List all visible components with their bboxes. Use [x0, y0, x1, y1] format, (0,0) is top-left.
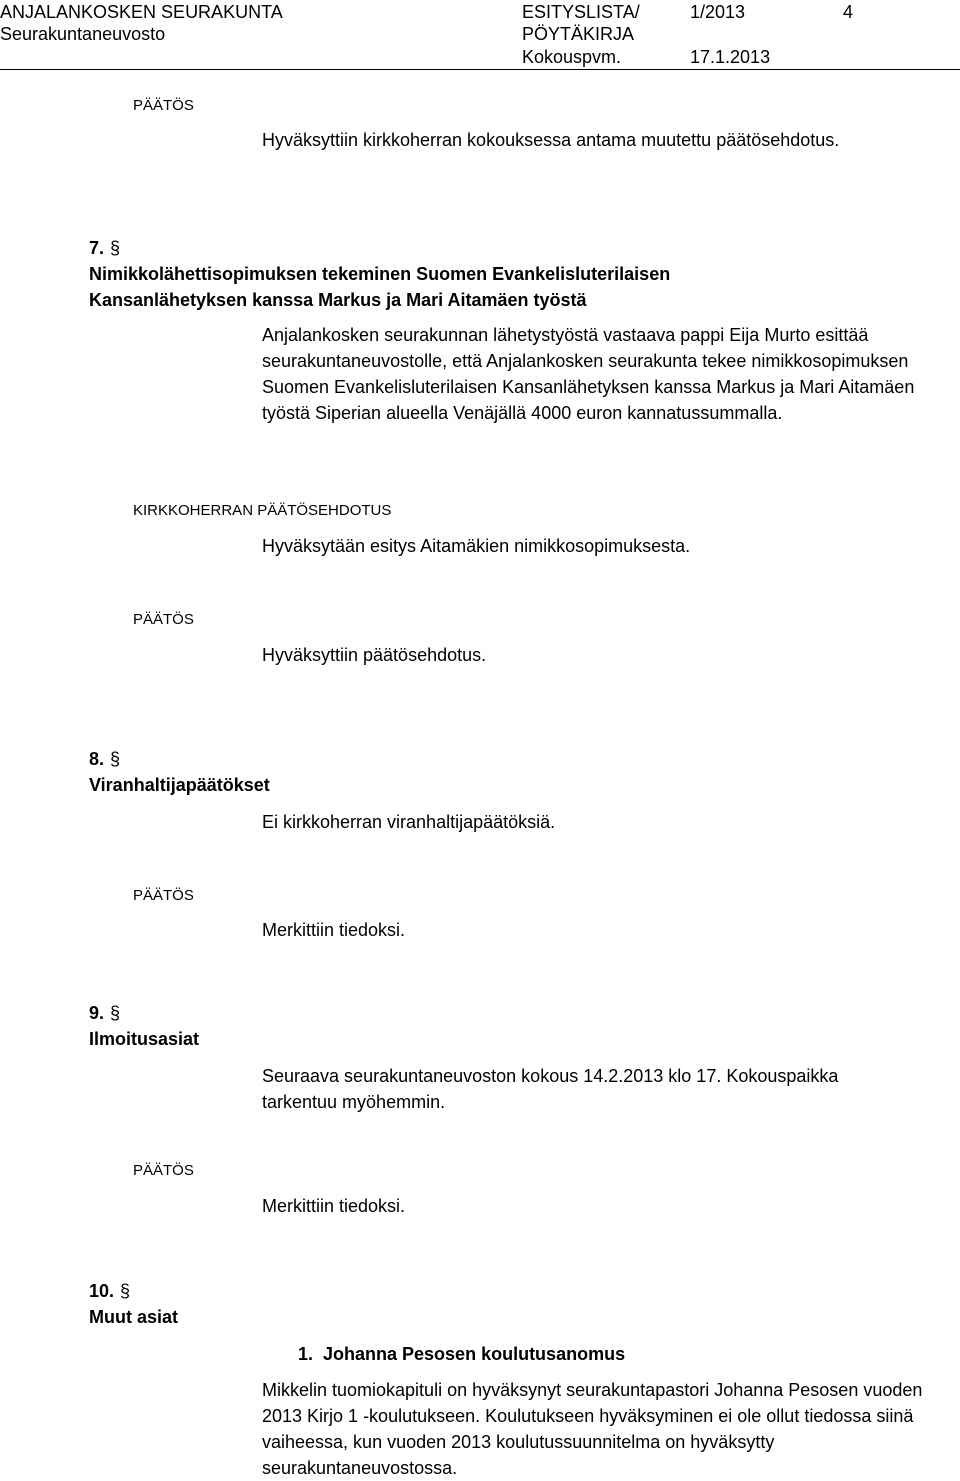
section-10-title: Muut asiat	[89, 1307, 179, 1327]
intro-decision-label: PÄÄTÖS	[133, 97, 194, 114]
section-7-title-line2: Kansanlähetyksen kanssa Markus ja Mari Aitamäen työstä	[89, 290, 587, 310]
section-9-number	[89, 1000, 120, 1026]
section-9-title: Ilmoitusasiat	[89, 1029, 200, 1049]
section-7-number	[89, 235, 120, 261]
section-mark: §	[110, 238, 121, 258]
org-name: ANJALANKOSKEN SEURAKUNTA	[0, 2, 283, 22]
section-7-proposal-text: Hyväksytään esitys Aitamäkien nimikkosopimuksesta.	[262, 536, 691, 556]
section-8-decision-label: PÄÄTÖS	[133, 887, 194, 904]
section-number-text: 10.	[89, 1281, 115, 1301]
section-8-decision-text: Merkittiin tiedoksi.	[262, 920, 406, 940]
section-mark: §	[110, 749, 121, 769]
meeting-number: 1/2013	[690, 2, 746, 22]
section-8-body: Ei kirkkoherran viranhaltijapäätöksiä.	[262, 812, 556, 832]
section-10-item-1-body: Mikkelin tuomiokapituli on hyväksynyt seurakuntapastori Johanna Pesosen vuoden 2013 Kirjo 1 -koulutukseen. Koulutukseen hyväksyminen ei ole ollut tiedossa siinä vaiheessa, kun vuoden 2013 koulutussuunnitelma on hyväksytty seurakuntaneuvostossa.	[262, 1380, 923, 1478]
section-10-number	[89, 1278, 130, 1304]
section-mark: §	[110, 1003, 121, 1023]
section-8-number	[89, 746, 120, 772]
date-label: Kokouspvm.	[522, 47, 622, 67]
section-7-decision-label: PÄÄTÖS	[133, 611, 194, 628]
section-number-text: 8.	[89, 749, 105, 769]
section-7-decision-text: Hyväksyttiin päätösehdotus.	[262, 645, 487, 665]
doc-type-line2: PÖYTÄKIRJA	[522, 24, 635, 44]
section-number-text: 7.	[89, 238, 105, 258]
intro-decision-text: Hyväksyttiin kirkkoherran kokouksessa antama muutettu päätösehdotus.	[262, 130, 840, 150]
section-7-body: Anjalankosken seurakunnan lähetystyöstä vastaava pappi Eija Murto esittää seurakuntaneuvostolle, että Anjalankosken seurakunta tekee nimikkosopimuksen Suomen Evankelisluterilaisen Kansanlähetyksen kanssa Markus ja Mari Aitamäen työstä Siperian alueella Venäjällä 4000 euron kannatussummalla.	[262, 325, 915, 423]
section-9-decision-text: Merkittiin tiedoksi.	[262, 1196, 406, 1216]
section-9-decision-label: PÄÄTÖS	[133, 1162, 194, 1179]
section-number-text: 9.	[89, 1003, 105, 1023]
section-9-body: Seuraava seurakuntaneuvoston kokous 14.2.2013 klo 17. Kokouspaikka tarkentuu myöhemmin.	[262, 1066, 839, 1112]
section-7-title-line1: Nimikkolähettisopimuksen tekeminen Suomen Evankelisluterilaisen	[89, 264, 671, 284]
section-mark: §	[120, 1281, 131, 1301]
section-7-proposal-label: KIRKKOHERRAN PÄÄTÖSEHDOTUS	[133, 502, 392, 519]
body-name: Seurakuntaneuvosto	[0, 24, 166, 44]
page-number: 4	[843, 2, 854, 22]
meeting-date: 17.1.2013	[690, 47, 771, 67]
section-8-title: Viranhaltijapäätökset	[89, 775, 270, 795]
doc-type-line1: ESITYSLISTA/	[522, 2, 640, 22]
section-10-item-1-title: 1. Johanna Pesosen koulutusanomus	[298, 1344, 626, 1364]
header-divider	[0, 69, 960, 70]
